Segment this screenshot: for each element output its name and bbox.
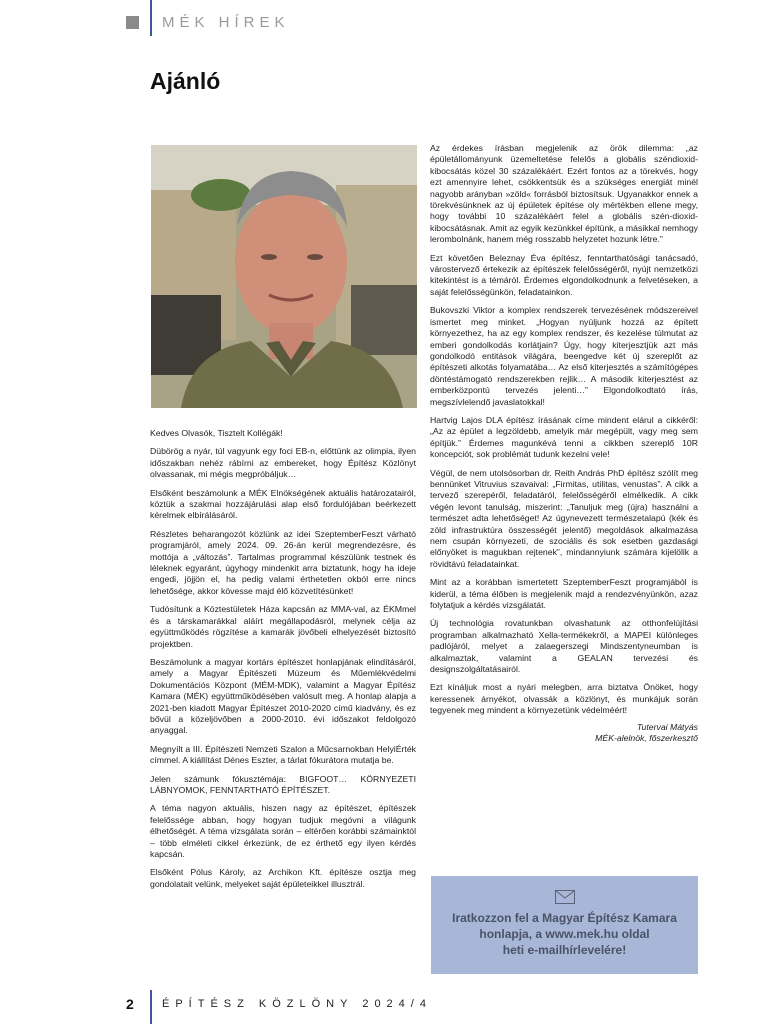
paragraph: Elsőként Pólus Károly, az Archikon Kft. építésze osztja meg gondolatait velünk, melyeket saját épületeikkel illusztrál.: [150, 867, 416, 889]
publication-name: ÉPÍTÉSZ KÖZLÖNY 2024/4: [162, 998, 432, 1010]
header-square-mark: [126, 16, 139, 29]
paragraph: Jelen számunk fókusztémája: BIGFOOT… KÖRNYEZETI LÁBNYOMOK, FENNTARTHATÓ ÉPÍTÉSZET.: [150, 773, 416, 795]
header-divider: [150, 0, 152, 36]
paragraph: Az érdekes írásban megjelenik az örök dilemma: „az épületállományunk üzemeltetése felelős a globális széndioxid-kibocsátás közel 30 százalékáért. Ezért fontos az a törekvés, hogy ezt amennyire lehet, csökkentsük és a szükséges energiát minél nagyobb arányban »zöld« forrásból biztosítsuk. Ugyanakkor ennek a törekvésünknek az új épületek építése oly mértékben ellene megy, hogy további 10 százalékáért felel a globális szén-dioxid-kibocsátásnak. Amit az egyik kezünkkel építünk, a másikkal nemhogy lerombolnánk, hanem még rosszabb helyzetet hozunk létre.”: [430, 143, 698, 245]
paragraph: Bukovszki Viktor a komplex rendszerek tervezésének módszereivel ismertet meg minket. „Hogyan nyúljunk hozzá az épített környezethez, ha az egy komplex rendszer, és kezelése túlmutat az emberi gondolkodás korlátjain? Úgy, hogy kiterjesztjük azt más gondolkodó entitások világára, beengedve két új szereplőt az építészeti alkotás folyamatába… Az első kiterjesztés a számítógépes döntéstámogató rendszerekben rejlik… A második kiterjesztést az emberközpontú tervezés jelenti…” Elgondolkodtató írás, megszívlelendő javaslatokkal!: [430, 305, 698, 407]
page-number: 2: [126, 996, 134, 1012]
paragraph: Hartvig Lajos DLA építész írásának címe mindent elárul a cikkéről: „Az az épület a legzöldebb, amelyik már megépült, vagy meg sem építjük.” Érdemes magunkévá tenni a cikkben szereplő 10R koncepciót, sok problémát tudunk kezelni vele!: [430, 414, 698, 460]
paragraph: Dübörög a nyár, túl vagyunk egy foci EB-n, előttünk az olimpia, ilyen időszakban nehéz rábírni az embereket, hogy Építész Közlönyt olvassanak, mi mégis megpróbáljuk…: [150, 446, 416, 480]
paragraph: Elsőként beszámolunk a MÉK Elnökségének aktuális határozatairól, köztük a szakmai hozzájárulási alap első fordulójában beérkezett kérelmek elbírálásáról.: [150, 487, 416, 521]
signature-role: MÉK-alelnök, főszerkesztő: [595, 733, 698, 744]
paragraph: Beszámolunk a magyar kortárs építészet honlapjának elindításáról, amely a Magyar Építészeti Múzeum és Műemlékvédelmi Dokumentációs Központ (MÉM-MDK), valamint a Magyar Építész Kamara (MÉK) együttműködésében valósult meg. A honlap alapja a 2021-ben kiadott Magyar Építészet 2010-2020 című kiadvány, és ez bővül a közeljövőben a 2000-2010. évi időszakot feldolgozó anyaggal.: [150, 656, 416, 736]
promo-line: Iratkozzon fel a Magyar Építész Kamara: [452, 911, 677, 925]
paragraph: Ezt kínáljuk most a nyári melegben, arra biztatva Önöket, hogy keressenek árnyékot, olvassák a közlönyt, és munkájuk során tegyenek meg mindent a környezetünk védelméért!: [430, 682, 698, 716]
paragraph: Ezt követően Beleznay Éva építész, fenntarthatósági tanácsadó, várostervező értekezik az építészek felelősségéről, nyújt nemzetközi kitekintést is a témáról. Érdemes elgondolkodnunk a felvetéseken, a saját felelősségünkön, feladatainkon.: [430, 252, 698, 297]
paragraph: Új technológia rovatunkban olvashatunk az otthonfelújítási programban alkalmazható Xella-termékekről, a MAPEI különleges padlójáról, melyet a zalaegerszegi Mindszentyneumban is alkalmaztak, valamint a GEALAN tervezési és designszolgáltatásairól.: [430, 618, 698, 675]
envelope-icon: [555, 890, 575, 904]
signature-name: Tutervai Mátyás: [636, 721, 698, 732]
paragraph: Tudósítunk a Köztestületek Háza kapcsán az MMA-val, az ÉKMmel és a társkamarákkal aláírt megállapodásról, melynek célja az együttműködés rögzítése a kamarák jövőbeli elhelyezését biztosító projektben.: [150, 604, 416, 649]
newsletter-promo-box[interactable]: [431, 876, 698, 974]
promo-line: honlapja, a www.mek.hu oldal: [479, 927, 650, 941]
paragraph: Végül, de nem utolsósorban dr. Reith András PhD építész szólít meg bennünket Vitruvius szavaival: „Firmitas, utilitas, venustas”. A cikk a tervező szerepéről, feladatáról, felelősségéről elmélkedik. A cikk végén levont tanulság, miszerint: „Tanuljuk meg (újra) használni a természet adta lehetőséget! Az úgynevezett természetalapú (kék és zöld infrastruktúra összességét jelentő) megoldások alkalmazása nem csupán környezeti, de szociális és sok esetben gazdasági előnyöket is magukban rejtenek”, mindannyiunk számára kijelölik a rövidtávú feladatainkat.: [430, 467, 698, 569]
footer-divider: [150, 990, 152, 1024]
right-column: [430, 143, 698, 745]
salutation: Kedves Olvasók, Tisztelt Kollégák!: [150, 428, 283, 438]
left-column: [150, 428, 416, 897]
paragraph: Megnyílt a III. Építészeti Nemzeti Szalon a Műcsarnokban HelyiÉrték címmel. A kiállítást Dénes Eszter, a tárlat fókurátora mutatja be.: [150, 743, 416, 766]
page-title: Ajánló: [150, 68, 221, 94]
paragraph: A téma nagyon aktuális, hiszen nagy az építészet, építészek felelőssége abban, hogy hogyan tudjuk megóvni a világunk élhetőségét. A téma vizsgálata során – eltérően korábbi számainktól – több elméleti cikkel érkezünk, de ez érthető egy ilyen kérdés kapcsán.: [150, 803, 416, 859]
paragraph: Mint az a korábban ismertetett SzeptemberFeszt programjából is kiderül, a téma élőben is megjelenik majd a rendezvényünkön, azaz folytatjuk a kérdés vizsgálatát.: [430, 577, 698, 611]
section-title: MÉK HÍREK: [162, 14, 290, 31]
promo-line: heti e-mailhírlevelére!: [502, 943, 627, 957]
signature: [430, 722, 698, 745]
portrait-photo: [151, 145, 417, 408]
paragraph: Részletes beharangozót közlünk az idei SzeptemberFeszt várható programjáról, amely 2024. 09. 26-án kerül megrendezésre, és mottója a „változás”. Tartalmas programmal készülünk testnek és léleknek egyaránt, úgyhogy mindenkit arra biztatunk, hogy ha ideje engedi, jöjjön el, ha pedig valami érthetetlen okból erre nincs lehetősége, akkor kövesse majd élő közvetítésünket!: [150, 528, 416, 596]
